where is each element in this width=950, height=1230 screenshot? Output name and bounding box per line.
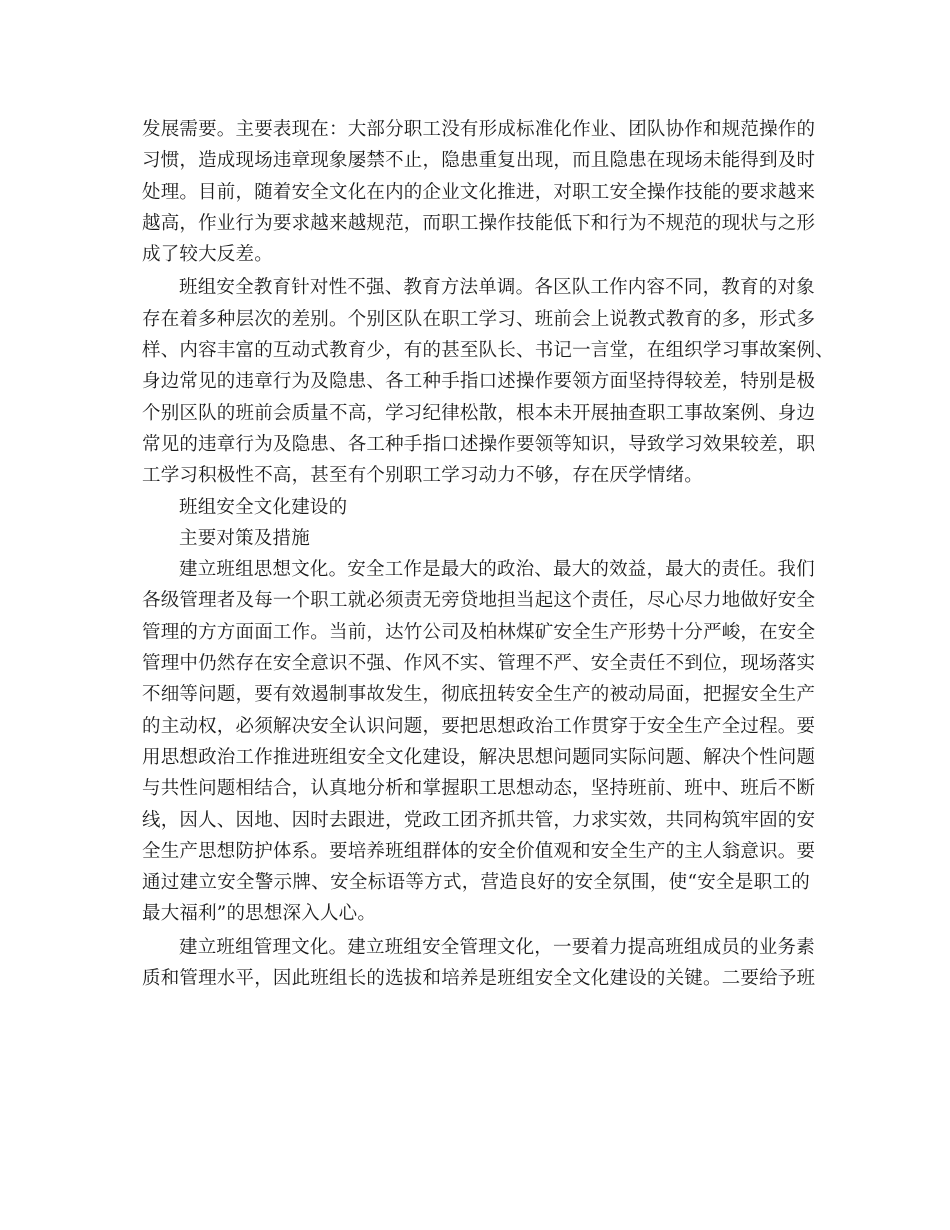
text-line: 管理中仍然存在安全意识不强、作风不实、管理不严、安全责任不到位，现场落实 bbox=[142, 653, 816, 675]
text-line: 处理。目前，随着安全文化在内的企业文化推进，对职工安全操作技能的要求越来 bbox=[142, 181, 816, 203]
text-line: 通过建立安全警示牌、安全标语等方式，营造良好的安全氛围，使“安全是职工的 bbox=[142, 872, 810, 894]
text-line: 存在着多种层次的差别。个别区队在职工学习、班前会上说教式教育的多，形式多 bbox=[142, 308, 816, 330]
text-line: 与共性问题相结合，认真地分析和掌握职工思想动态，坚持班前、班中、班后不断 bbox=[142, 778, 816, 800]
paragraph bbox=[142, 932, 816, 995]
section-heading bbox=[142, 492, 810, 555]
text-line: 质和管理水平，因此班组长的选拔和培养是班组安全文化建设的关键。二要给予班 bbox=[142, 968, 816, 990]
text-line: 建立班组管理文化。建立班组安全管理文化，一要着力提高班组成员的业务素 bbox=[179, 936, 815, 958]
text-line: 个别区队的班前会质量不高，学习纪律松散，根本未开展抽查职工事故案例、身边 bbox=[142, 402, 816, 424]
heading-line: 主要对策及措施 bbox=[179, 527, 310, 549]
text-line: 样、内容丰富的互动式教育少，有的甚至队长、书记一言堂，在组织学习事故案例、 bbox=[142, 340, 834, 362]
text-line: 全生产思想防护体系。要培养班组群体的安全价值观和安全生产的主人翁意识。要 bbox=[142, 840, 816, 862]
text-line: 身边常见的违章行为及隐患、各工种手指口述操作要领方面坚持得较差，特别是极 bbox=[142, 371, 816, 393]
text-line: 管理的方方面面工作。当前，达竹公司及柏林煤矿安全生产形势十分严峻，在安全 bbox=[142, 621, 816, 643]
paragraph bbox=[142, 114, 816, 270]
text-line: 的主动权，必须解决安全认识问题，要把思想政治工作贯穿于安全生产全过程。要 bbox=[142, 715, 816, 737]
text-line: 常见的违章行为及隐患、各工种手指口述操作要领等知识，导致学习效果较差，职 bbox=[142, 433, 816, 455]
text-line: 班组安全教育针对性不强、教育方法单调。各区队工作内容不同，教育的对象 bbox=[179, 277, 815, 299]
text-line: 建立班组思想文化。安全工作是最大的政治、最大的效益，最大的责任。我们 bbox=[179, 559, 815, 581]
paragraph bbox=[142, 272, 834, 491]
document-body bbox=[142, 114, 834, 994]
text-line: 不细等问题，要有效遏制事故发生，彻底扭转安全生产的被动局面，把握安全生产 bbox=[142, 684, 816, 706]
text-line: 成了较大反差。 bbox=[142, 244, 273, 266]
paragraph bbox=[142, 554, 816, 930]
heading-line: 班组安全文化建设的 bbox=[179, 496, 348, 518]
text-line: 最大福利”的思想深入人心。 bbox=[142, 903, 377, 925]
text-line: 各级管理者及每一个职工就必须责无旁贷地担当起这个责任，尽心尽力地做好安全 bbox=[142, 590, 816, 612]
text-line: 用思想政治工作推进班组安全文化建设，解决思想问题同实际问题、解决个性问题 bbox=[142, 746, 816, 768]
text-line: 工学习积极性不高，甚至有个别职工学习动力不够，存在厌学情绪。 bbox=[142, 465, 704, 487]
text-line: 发展需要。主要表现在：大部分职工没有形成标准化作业、团队协作和规范操作的 bbox=[142, 119, 816, 140]
text-line: 习惯，造成现场违章现象屡禁不止，隐患重复出现，而且隐患在现场未能得到及时 bbox=[142, 150, 816, 172]
text-line: 越高，作业行为要求越来越规范，而职工操作技能低下和行为不规范的现状与之形 bbox=[142, 212, 816, 234]
text-line: 线，因人、因地、因时去跟进，党政工团齐抓共管，力求实效，共同构筑牢固的安 bbox=[142, 809, 816, 831]
